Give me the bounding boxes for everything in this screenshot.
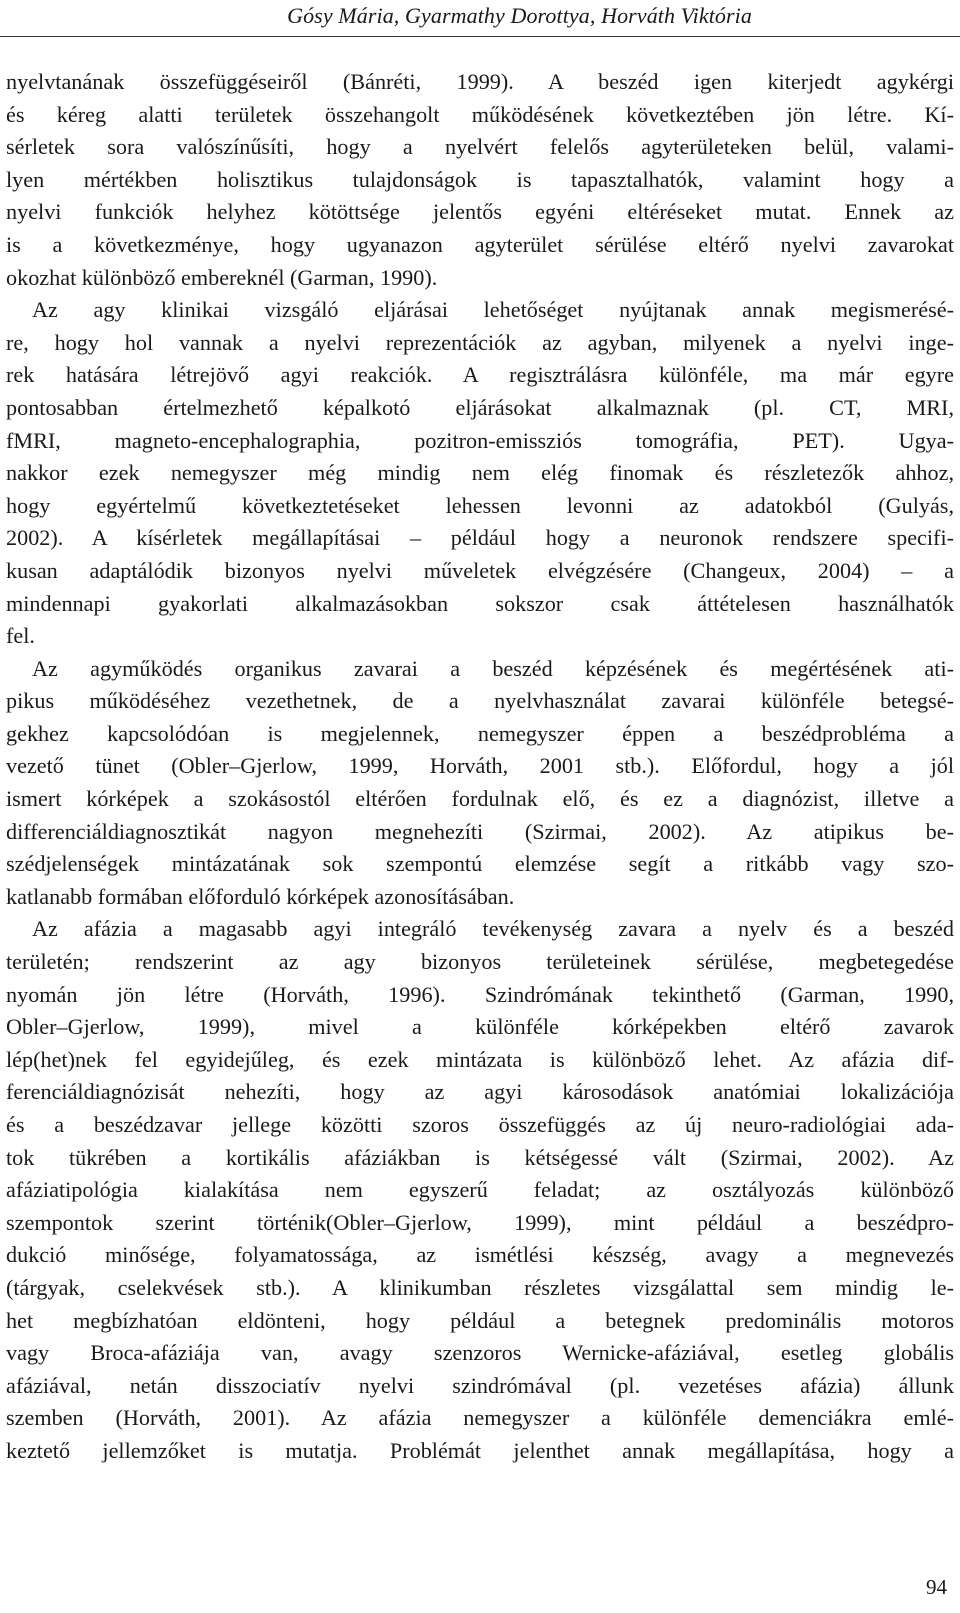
text-line: re, hogy hol vannak a nyelvi reprezentációk az agyban, milyenek a nyelvi inge-	[6, 329, 954, 355]
page-header	[0, 0, 960, 30]
text-line: Obler–Gjerlow, 1999), mivel a különféle kórképekben eltérő zavarok	[6, 1014, 954, 1040]
text-line: 2002). A kísérletek megállapításai – például hogy a neuronok rendszere specifi-	[6, 525, 954, 551]
text-line: keztető jellemzőket is mutatja. Problémát jelenthet annak megállapítása, hogy a	[6, 1437, 954, 1463]
text-line: nyelvtanának összefüggéseiről (Bánréti, 1999). A beszéd igen kiterjedt agykérgi	[6, 69, 954, 94]
text-line: pikus működéséhez vezethetnek, de a nyelvhasználat zavarai különféle betegsé-	[6, 688, 954, 714]
text-line: afáziával, netán disszociatív nyelvi szindrómával (pl. vezetéses afázia) állunk	[6, 1372, 954, 1398]
text-line: szédjelenségek mintázatának sok szempontú elemzése segít a ritkább vagy szo-	[6, 851, 954, 877]
text-line: tok tükrében a kortikális afáziákban is kétségessé vált (Szirmai, 2002). Az	[6, 1144, 954, 1170]
text-line: Az agyműködés organikus zavarai a beszéd képzésének és megértésének ati-	[32, 655, 954, 681]
text-line: szemben (Horváth, 2001). Az afázia nemegyszer a különféle demenciákra emlé-	[6, 1405, 954, 1431]
text-line: és a beszédzavar jellege közötti szoros összefüggés az új neuro-radiológiai ada-	[6, 1112, 954, 1137]
text-line: gekhez kapcsolódóan is megjelennek, nemegyszer éppen a beszédprobléma a	[6, 720, 954, 746]
text-line: ismert kórképek a szokásostól eltérően fordulnak elő, és ez a diagnózist, illetve a	[6, 786, 954, 812]
text-line: dukció minősége, folyamatossága, az ismétlési készség, avagy a megnevezés	[6, 1242, 954, 1268]
text-line: mindennapi gyakorlati alkalmazásokban sokszor csak áttételesen használhatók	[6, 590, 954, 616]
text-line: afáziatipológia kialakítása nem egyszerű feladat; az osztályozás különböző	[6, 1177, 954, 1203]
text-line: fel.	[6, 623, 35, 649]
text-line: lép(het)nek fel egyidejűleg, és ezek mintázata is különböző lehet. Az afázia dif-	[6, 1046, 954, 1072]
text-line: pontosabban értelmezhető képalkotó eljárásokat alkalmaznak (pl. CT, MRI,	[6, 394, 954, 420]
text-line: (tárgyak, cselekvések stb.). A klinikumban részletes vizsgálattal sem mindig le-	[6, 1274, 954, 1300]
text-line: nyelvi funkciók helyhez kötöttsége jelentős egyéni eltéréseket mutat. Ennek az	[6, 199, 954, 225]
running-title: Gósy Mária, Gyarmathy Dorottya, Horváth Viktória	[287, 3, 752, 28]
text-line: nyomán jön létre (Horváth, 1996). Szindrómának tekinthető (Garman, 1990,	[6, 981, 954, 1007]
text-line: rek hatására létrejövő agyi reakciók. A regisztrálásra különféle, ma már egyre	[6, 362, 954, 388]
text-line: területén; rendszerint az agy bizonyos területeinek sérülése, megbetegedése	[6, 949, 954, 975]
text-line: és kéreg alatti területek összehangolt működésének következtében jön létre. Kí-	[6, 101, 954, 127]
text-line: lyen mértékben holisztikus tulajdonságok is tapasztalhatók, valamint hogy a	[6, 166, 954, 192]
text-line: katlanabb formában előforduló kórképek azonosításában.	[6, 883, 515, 909]
page-number: 94	[926, 1575, 947, 1599]
text-line: fMRI, magneto-encephalographia, pozitron-emissziós tomográfia, PET). Ugya-	[6, 427, 954, 453]
text-line: het megbízhatóan eldönteni, hogy például a betegnek predominális motoros	[6, 1307, 954, 1333]
text-line: okozhat különböző embereknél (Garman, 1990).	[6, 264, 438, 290]
text-line: vezető tünet (Obler–Gjerlow, 1999, Horváth, 2001 stb.). Előfordul, hogy a jól	[6, 753, 954, 779]
text-line: hogy egyértelmű következtetéseket lehessen levonni az adatokból (Gulyás,	[6, 492, 954, 518]
body-text	[6, 66, 954, 1468]
text-line: ferenciáldiagnózisát nehezíti, hogy az agyi károsodások anatómiai lokalizációja	[6, 1079, 954, 1105]
text-line: Az agy klinikai vizsgáló eljárásai lehetőséget nyújtanak annak megismerésé-	[32, 297, 954, 323]
text-line: Az afázia a magasabb agyi integráló tevékenység zavara a nyelv és a beszéd	[32, 916, 954, 942]
text-line: differenciáldiagnosztikát nagyon megnehezíti (Szirmai, 2002). Az atipikus be-	[6, 818, 954, 844]
text-line: szempontok szerint történik(Obler–Gjerlow, 1999), mint például a beszédpro-	[6, 1209, 954, 1235]
text-line: nakkor ezek nemegyszer még mindig nem elég finomak és részletezők ahhoz,	[6, 460, 954, 486]
text-line: kusan adaptálódik bizonyos nyelvi műveletek elvégzésére (Changeux, 2004) – a	[6, 557, 954, 583]
text-line: vagy Broca-afáziája van, avagy szenzoros Wernicke-afáziával, esetleg globális	[6, 1340, 954, 1366]
text-line: is a következménye, hogy ugyanazon agyterület sérülése eltérő nyelvi zavarokat	[6, 231, 954, 257]
text-line: sérletek sora valószínűsíti, hogy a nyelvért felelős agyterületeken belül, valami-	[6, 134, 954, 160]
header-rule	[0, 36, 960, 37]
